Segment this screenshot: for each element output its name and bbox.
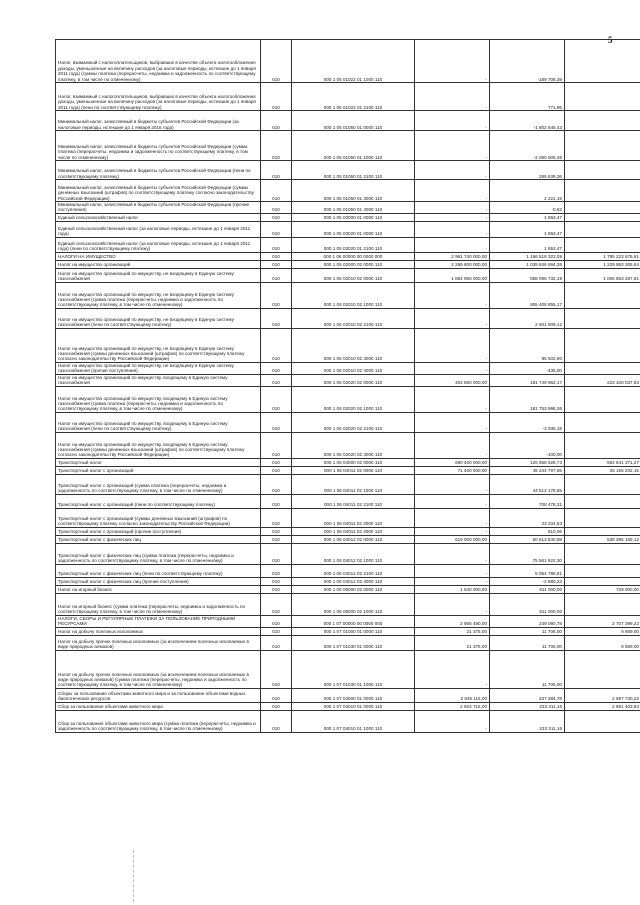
row-line-code: 010 bbox=[261, 213, 292, 221]
row-approved-plan: - bbox=[415, 282, 490, 308]
table-row bbox=[56, 260, 640, 268]
row-name: Минимальный налог, зачисляемый в бюджеты субъектов Российской Федерации (пени по соответствующему платежу) bbox=[56, 161, 261, 180]
row-budget-code: 000 1 05 03020 01 0000 110 bbox=[292, 221, 415, 237]
row-approved-plan: 1 864 950 000,00 bbox=[415, 268, 490, 282]
table-row bbox=[56, 627, 640, 635]
row-budget-code: 000 1 06 02010 02 1000 110 bbox=[292, 282, 415, 308]
row-unexecuted bbox=[565, 362, 640, 374]
row-executed: 771,95 bbox=[490, 83, 565, 111]
row-budget-code: 000 1 06 04012 02 1000 110 bbox=[292, 543, 415, 564]
row-budget-code: 000 1 07 04010 01 1000 110 bbox=[292, 710, 415, 732]
table-row bbox=[56, 564, 640, 577]
table-row bbox=[56, 466, 640, 474]
row-line-code: 010 bbox=[261, 237, 292, 252]
row-unexecuted bbox=[565, 83, 640, 111]
row-unexecuted bbox=[565, 282, 640, 308]
row-executed: 1 653,47 bbox=[490, 237, 565, 252]
table-row bbox=[56, 202, 640, 214]
table-row bbox=[56, 615, 640, 627]
row-unexecuted bbox=[565, 593, 640, 615]
row-executed: 2 601 809,12 bbox=[490, 308, 565, 328]
row-unexecuted: 223 100 037,83 bbox=[565, 374, 640, 386]
row-line-code: 010 bbox=[261, 688, 292, 702]
row-approved-plan: 404 850 000,00 bbox=[415, 374, 490, 386]
table-row bbox=[56, 213, 640, 221]
row-budget-code: 000 1 05 01050 01 2100 110 bbox=[292, 161, 415, 180]
row-executed: 1 166 516 323,09 bbox=[490, 252, 565, 260]
row-unexecuted bbox=[565, 650, 640, 688]
row-unexecuted: 538 386 169,12 bbox=[565, 535, 640, 543]
row-line-code: 010 bbox=[261, 282, 292, 308]
table-row bbox=[56, 508, 640, 527]
row-line-code: 010 bbox=[261, 432, 292, 458]
row-executed: 125 858 628,73 bbox=[490, 458, 565, 466]
row-unexecuted bbox=[565, 710, 640, 732]
row-line-code: 010 bbox=[261, 412, 292, 432]
row-executed: 45 244 797,85 bbox=[490, 466, 565, 474]
row-unexecuted bbox=[565, 180, 640, 202]
row-budget-code: 000 1 06 04011 02 3000 110 bbox=[292, 508, 415, 527]
row-approved-plan: 21 375,00 bbox=[415, 635, 490, 650]
row-line-code: 010 bbox=[261, 458, 292, 466]
row-budget-code: 000 1 07 01030 01 0000 110 bbox=[292, 635, 415, 650]
table-row bbox=[56, 650, 640, 688]
row-name: Транспортный налог с физических лиц (прочие поступления) bbox=[56, 577, 261, 585]
row-name: Сборы за пользование объектами животного мира и за пользование объектами водных биологических ресурсов bbox=[56, 688, 261, 702]
row-budget-code: 000 1 06 02010 02 0000 110 bbox=[292, 268, 415, 282]
row-line-code: 010 bbox=[261, 260, 292, 268]
row-name: Налог на добычу прочих полезных ископаемых (за исключением полезных ископаемых в виде природных алмазов) (сумма платежа (перерасчеты, недоимка и задолженность по соответствующему платежу, в том числе по отмененному) bbox=[56, 650, 261, 688]
row-budget-code: 000 1 06 02010 02 2100 110 bbox=[292, 308, 415, 328]
row-budget-code: 000 1 06 04012 02 2100 110 bbox=[292, 564, 415, 577]
row-unexecuted: 2 691 403,84 bbox=[565, 702, 640, 710]
row-line-code: 010 bbox=[261, 202, 292, 214]
row-unexecuted bbox=[565, 564, 640, 577]
row-name: Единый сельскохозяйственный налог (за налоговые периоды, истекшие до 1 января 2011 года) (пени по соответствующему платежу) bbox=[56, 237, 261, 252]
row-budget-code: 000 1 05 01022 01 2100 110 bbox=[292, 83, 415, 111]
row-budget-code: 000 1 06 04011 02 1000 110 bbox=[292, 474, 415, 494]
row-approved-plan: - bbox=[415, 40, 490, 83]
row-unexecuted bbox=[565, 577, 640, 585]
row-executed: 86 502,90 bbox=[490, 328, 565, 362]
table-row bbox=[56, 577, 640, 585]
row-name: Транспортный налог с организаций (пени по соответствующему платежу) bbox=[56, 494, 261, 508]
row-budget-code: 000 1 06 04012 02 0000 110 bbox=[292, 535, 415, 543]
row-name: Налог на имущество организаций по имуществу, не входящему в Единую систему газоснабжения (сумма платежа (перерасчеты, недоимка и задолженность по соответствующему платежу, в том числе по отмененному) bbox=[56, 282, 261, 308]
row-approved-plan: - bbox=[415, 710, 490, 732]
row-approved-plan: - bbox=[415, 593, 490, 615]
row-executed: 181 753 998,36 bbox=[490, 386, 565, 412]
row-budget-code: 000 1 06 02020 02 2100 110 bbox=[292, 412, 415, 432]
scan-margin-mark bbox=[133, 850, 134, 902]
table-row bbox=[56, 374, 640, 386]
row-budget-code: 000 1 05 03020 01 2100 110 bbox=[292, 237, 415, 252]
row-unexecuted: 1 229 953 305,64 bbox=[565, 260, 640, 268]
row-name: Налог на имущество организаций по имуществу, не входящему в Единую систему газоснабжения (прочие поступления) bbox=[56, 362, 261, 374]
row-name: Минимальный налог, зачисляемый в бюджеты субъектов Российской Федерации (сумма платежа (перерасчеты, недоимка и задолженность по соответствующему платежу, в том числе по отмененному) bbox=[56, 131, 261, 161]
row-unexecuted: 1 006 853 267,81 bbox=[565, 268, 640, 282]
row-approved-plan: 2 924 715,00 bbox=[415, 702, 490, 710]
row-unexecuted bbox=[565, 237, 640, 252]
row-executed: -100,00 bbox=[490, 432, 565, 458]
row-executed: 233 311,16 bbox=[490, 710, 565, 732]
row-name: Налог на имущество организаций по имуществу, входящему в Единую систему газоснабжения (суммы денежных взысканий (штрафов) по соответствующему платежу согласно законодательству Российской Федерации) bbox=[56, 432, 261, 458]
row-unexecuted: 26 155 202,15 bbox=[565, 466, 640, 474]
row-executed: 181 749 962,17 bbox=[490, 374, 565, 386]
row-approved-plan: - bbox=[415, 564, 490, 577]
row-budget-code: 000 1 05 01022 01 1000 110 bbox=[292, 40, 415, 83]
row-unexecuted bbox=[565, 508, 640, 527]
row-executed: -1 802 645,43 bbox=[490, 111, 565, 131]
row-executed: 5 054 788,81 bbox=[490, 564, 565, 577]
table-row bbox=[56, 412, 640, 432]
row-executed: 1 653,47 bbox=[490, 213, 565, 221]
row-line-code: 010 bbox=[261, 221, 292, 237]
row-executed: 237 384,78 bbox=[490, 688, 565, 702]
row-unexecuted bbox=[565, 543, 640, 564]
row-line-code: 010 bbox=[261, 585, 292, 593]
row-line-code: 010 bbox=[261, 577, 292, 585]
row-executed: 810,06 bbox=[490, 527, 565, 535]
table-row bbox=[56, 535, 640, 543]
row-name: Налог на имущество организаций bbox=[56, 260, 261, 268]
row-name: Налог на игорный бизнес bbox=[56, 585, 261, 593]
row-line-code: 010 bbox=[261, 635, 292, 650]
table-row bbox=[56, 543, 640, 564]
row-line-code: 010 bbox=[261, 386, 292, 412]
row-line-code: 010 bbox=[261, 564, 292, 577]
table-row bbox=[56, 328, 640, 362]
row-budget-code: 000 1 06 02010 02 3000 110 bbox=[292, 328, 415, 362]
row-approved-plan: 690 400 000,00 bbox=[415, 458, 490, 466]
row-approved-plan: - bbox=[415, 386, 490, 412]
row-unexecuted: 1 795 223 676,91 bbox=[565, 252, 640, 260]
row-unexecuted: 2 697 730,22 bbox=[565, 688, 640, 702]
row-approved-plan: - bbox=[415, 650, 490, 688]
row-name: Налог на имущество организаций по имуществу, не входящему в Единую систему газоснабжения (пени по соответствующему платежу) bbox=[56, 308, 261, 328]
row-executed: -2 090 505,36 bbox=[490, 131, 565, 161]
row-approved-plan: - bbox=[415, 180, 490, 202]
row-budget-code: 000 1 06 02000 02 0000 110 bbox=[292, 260, 415, 268]
row-unexecuted bbox=[565, 213, 640, 221]
row-executed: 249 090,78 bbox=[490, 615, 565, 627]
table-row bbox=[56, 432, 640, 458]
row-budget-code: 000 1 07 04010 01 0000 110 bbox=[292, 702, 415, 710]
table-row bbox=[56, 252, 640, 260]
row-approved-plan: - bbox=[415, 131, 490, 161]
row-approved-plan: 71 400 000,00 bbox=[415, 466, 490, 474]
row-name: Сбор за пользование объектами животного мира (сумма платежа (перерасчеты, недоимка и задолженность по соответствующему платежу, в том числе по отмененному) bbox=[56, 710, 261, 732]
row-approved-plan: - bbox=[415, 83, 490, 111]
row-approved-plan: - bbox=[415, 111, 490, 131]
row-line-code: 010 bbox=[261, 111, 292, 131]
row-approved-plan: - bbox=[415, 328, 490, 362]
table-row bbox=[56, 180, 640, 202]
row-executed: 811 000,00 bbox=[490, 585, 565, 593]
row-executed: 858 096 732,19 bbox=[490, 268, 565, 282]
row-name: Транспортный налог с физических лиц (сумма платежа (перерасчеты, недоимка и задолженность по соответствующему платежу, в том числе по отмененному) bbox=[56, 543, 261, 564]
row-executed: 80 613 830,88 bbox=[490, 535, 565, 543]
row-name: Транспортный налог bbox=[56, 458, 261, 466]
row-unexecuted bbox=[565, 386, 640, 412]
table-row bbox=[56, 83, 640, 111]
row-budget-code: 000 1 07 01000 01 0000 110 bbox=[292, 627, 415, 635]
row-unexecuted: 9 669,00 bbox=[565, 627, 640, 635]
row-name: Налог, взимаемый с налогоплательщиков, выбравших в качестве объекта налогообложения доходы, уменьшенные на величину расходов (за налоговые периоды, истекшие до 1 января 2011 года) (пени по соответствующему платежу) bbox=[56, 83, 261, 111]
row-line-code: 010 bbox=[261, 535, 292, 543]
row-name: Налог на имущество организаций по имуществу, не входящему в Единую систему газоснабжения (суммы денежных взысканий (штрафов) по соответствующему платежу согласно законодательству Российской Федерации) bbox=[56, 328, 261, 362]
row-approved-plan: - bbox=[415, 161, 490, 180]
row-unexecuted bbox=[565, 131, 640, 161]
row-approved-plan: - bbox=[415, 221, 490, 237]
row-line-code: 010 bbox=[261, 268, 292, 282]
table-row bbox=[56, 268, 640, 282]
table-row bbox=[56, 40, 640, 83]
row-unexecuted bbox=[565, 202, 640, 214]
row-approved-plan: - bbox=[415, 543, 490, 564]
row-executed: 233 311,16 bbox=[490, 702, 565, 710]
row-budget-code: 000 1 06 05000 02 0000 110 bbox=[292, 585, 415, 593]
row-line-code: 010 bbox=[261, 650, 292, 688]
row-approved-plan: - bbox=[415, 527, 490, 535]
row-approved-plan: - bbox=[415, 412, 490, 432]
row-budget-code: 000 1 06 04012 02 4000 110 bbox=[292, 577, 415, 585]
row-unexecuted: 729 000,00 bbox=[565, 585, 640, 593]
row-executed: 708 478,31 bbox=[490, 494, 565, 508]
row-approved-plan: - bbox=[415, 237, 490, 252]
revenue-report-table bbox=[55, 39, 640, 733]
row-line-code: 010 bbox=[261, 131, 292, 161]
row-line-code: 010 bbox=[261, 494, 292, 508]
row-line-code: 010 bbox=[261, 40, 292, 83]
row-name: Налог на имущество организаций по имуществу, входящему в Единую систему газоснабжения (пени по соответствующему платежу) bbox=[56, 412, 261, 432]
row-line-code: 010 bbox=[261, 83, 292, 111]
table-row bbox=[56, 458, 640, 466]
row-unexecuted bbox=[565, 412, 640, 432]
row-executed: -189 708,39 bbox=[490, 40, 565, 83]
row-budget-code: 000 1 06 02010 02 4000 110 bbox=[292, 362, 415, 374]
row-name: Налог на имущество организаций по имуществу, входящему в Единую систему газоснабжения bbox=[56, 374, 261, 386]
row-line-code: 010 bbox=[261, 180, 292, 202]
row-line-code: 010 bbox=[261, 543, 292, 564]
row-name: Налог на имущество организаций по имуществу, входящему в Единую систему газоснабжения (сумма платежа (перерасчеты, недоимка и задолженность по соответствующему платежу, в том числе по отмененному) bbox=[56, 386, 261, 412]
row-executed: 855 408 855,17 bbox=[490, 282, 565, 308]
row-executed: -2 880,23 bbox=[490, 577, 565, 585]
row-unexecuted: 564 541 371,27 bbox=[565, 458, 640, 466]
row-approved-plan: 2 961 740 000,00 bbox=[415, 252, 490, 260]
row-name: Транспортный налог с физических лиц (пени по соответствующему платежу) bbox=[56, 564, 261, 577]
row-name: Налог на имущество организаций по имуществу, не входящему в Единую систему газоснабжения bbox=[56, 268, 261, 282]
row-line-code: 010 bbox=[261, 308, 292, 328]
row-approved-plan: 2 935 115,00 bbox=[415, 688, 490, 702]
row-unexecuted bbox=[565, 432, 640, 458]
row-approved-plan: - bbox=[415, 474, 490, 494]
row-approved-plan: - bbox=[415, 202, 490, 214]
table-row bbox=[56, 494, 640, 508]
row-executed: 285 639,36 bbox=[490, 161, 565, 180]
row-approved-plan: 619 000 000,00 bbox=[415, 535, 490, 543]
row-name: Транспортный налог с организаций (суммы денежных взысканий (штрафов) по соответствующему платежу согласно законодательству Российской Федерации) bbox=[56, 508, 261, 527]
table-row bbox=[56, 474, 640, 494]
row-approved-plan: - bbox=[415, 508, 490, 527]
row-line-code: 010 bbox=[261, 710, 292, 732]
row-executed: -435,00 bbox=[490, 362, 565, 374]
row-executed: -3 936,19 bbox=[490, 412, 565, 432]
table-row bbox=[56, 688, 640, 702]
row-budget-code: 000 1 05 01050 01 0000 110 bbox=[292, 111, 415, 131]
table-row bbox=[56, 111, 640, 131]
row-name: Минимальный налог, зачисляемый в бюджеты субъектов Российской Федерации (за налоговые периоды, истекшие до 1 января 2016 года) bbox=[56, 111, 261, 131]
table-row bbox=[56, 527, 640, 535]
row-budget-code: 000 1 05 03000 01 0000 110 bbox=[292, 213, 415, 221]
row-name: Минимальный налог, зачисляемый в бюджеты субъектов Российской Федерации (прочие поступления) bbox=[56, 202, 261, 214]
row-name: Сбор за пользование объектами животного мира bbox=[56, 702, 261, 710]
row-budget-code: 000 1 06 04011 02 2100 110 bbox=[292, 494, 415, 508]
table-row bbox=[56, 362, 640, 374]
row-name: Транспортный налог с физических лиц bbox=[56, 535, 261, 543]
report-table-body bbox=[56, 40, 640, 733]
row-line-code: 010 bbox=[261, 593, 292, 615]
row-unexecuted bbox=[565, 328, 640, 362]
row-name: НАЛОГИ НА ИМУЩЕСТВО bbox=[56, 252, 261, 260]
row-line-code: 010 bbox=[261, 527, 292, 535]
table-row bbox=[56, 386, 640, 412]
row-unexecuted bbox=[565, 40, 640, 83]
row-name: Налог, взимаемый с налогоплательщиков, выбравших в качестве объекта налогообложения доходы, уменьшенные на величину расходов (за налоговые периоды, истекшие до 1 января 2011 года) (суммы платежа (перерасчеты, недоимка и задолженность по соответствующему платежу, в том числе по отмененному) bbox=[56, 40, 261, 83]
row-executed: 11 706,00 bbox=[490, 627, 565, 635]
row-approved-plan: - bbox=[415, 432, 490, 458]
row-line-code: 010 bbox=[261, 615, 292, 627]
table-row bbox=[56, 221, 640, 237]
row-approved-plan: - bbox=[415, 362, 490, 374]
row-approved-plan: - bbox=[415, 213, 490, 221]
row-line-code: 010 bbox=[261, 328, 292, 362]
row-approved-plan: - bbox=[415, 494, 490, 508]
table-row bbox=[56, 282, 640, 308]
row-budget-code: 000 1 06 04000 02 0000 110 bbox=[292, 458, 415, 466]
row-approved-plan: - bbox=[415, 308, 490, 328]
row-budget-code: 000 1 06 04011 02 0000 110 bbox=[292, 466, 415, 474]
row-line-code: 010 bbox=[261, 252, 292, 260]
row-unexecuted: 2 707 399,22 bbox=[565, 615, 640, 627]
row-budget-code: 000 1 05 01050 01 4000 110 bbox=[292, 202, 415, 214]
row-unexecuted bbox=[565, 111, 640, 131]
row-name: Налог на добычу полезных ископаемых bbox=[56, 627, 261, 635]
row-executed: 1 039 846 694,36 bbox=[490, 260, 565, 268]
row-budget-code: 000 1 06 05000 02 1000 110 bbox=[292, 593, 415, 615]
row-executed: -0,62 bbox=[490, 202, 565, 214]
row-name: Единый сельскохозяйственный налог (за налоговые периоды, истекшие до 1 января 2011 года) bbox=[56, 221, 261, 237]
row-unexecuted: 9 669,00 bbox=[565, 635, 640, 650]
row-executed: 75 561 922,30 bbox=[490, 543, 565, 564]
row-approved-plan: 1 540 000,00 bbox=[415, 585, 490, 593]
row-approved-plan: 21 375,00 bbox=[415, 627, 490, 635]
row-unexecuted bbox=[565, 527, 640, 535]
table-row bbox=[56, 710, 640, 732]
row-name: Единый сельскохозяйственный налог bbox=[56, 213, 261, 221]
row-line-code: 010 bbox=[261, 474, 292, 494]
table-row bbox=[56, 702, 640, 710]
row-unexecuted bbox=[565, 308, 640, 328]
row-name: Налог на добычу прочих полезных ископаемых (за исключением полезных ископаемых в виде природных алмазов) bbox=[56, 635, 261, 650]
row-name: Транспортный налог с организаций (сумма платежа (перерасчеты, недоимка и задолженность по соответствующему платежу, в том числе по отмененному) bbox=[56, 474, 261, 494]
row-executed: 11 706,00 bbox=[490, 650, 565, 688]
table-row bbox=[56, 585, 640, 593]
row-approved-plan: 2 956 490,00 bbox=[415, 615, 490, 627]
row-approved-plan: 2 269 800 000,00 bbox=[415, 260, 490, 268]
row-executed: 1 653,47 bbox=[490, 221, 565, 237]
row-budget-code: 000 1 06 00000 00 0000 000 bbox=[292, 252, 415, 260]
page-number: 5 bbox=[608, 35, 613, 45]
row-executed: 11 706,00 bbox=[490, 635, 565, 650]
table-row bbox=[56, 635, 640, 650]
row-line-code: 010 bbox=[261, 161, 292, 180]
row-name: Транспортный налог с организаций (прочие поступления) bbox=[56, 527, 261, 535]
row-executed: 23 334,83 bbox=[490, 508, 565, 527]
table-row bbox=[56, 308, 640, 328]
row-budget-code: 000 1 05 01050 01 1000 110 bbox=[292, 131, 415, 161]
table-row bbox=[56, 593, 640, 615]
row-approved-plan: - bbox=[415, 577, 490, 585]
row-line-code: 010 bbox=[261, 508, 292, 527]
row-line-code: 010 bbox=[261, 702, 292, 710]
row-executed: 811 000,00 bbox=[490, 593, 565, 615]
row-name: НАЛОГИ, СБОРЫ И РЕГУЛЯРНЫЕ ПЛАТЕЖИ ЗА ПОЛЬЗОВАНИЕ ПРИРОДНЫМИ РЕСУРСАМИ bbox=[56, 615, 261, 627]
row-executed: 44 512 178,65 bbox=[490, 474, 565, 494]
row-unexecuted bbox=[565, 474, 640, 494]
row-budget-code: 000 1 06 02020 02 1000 110 bbox=[292, 386, 415, 412]
row-unexecuted bbox=[565, 221, 640, 237]
row-line-code: 010 bbox=[261, 374, 292, 386]
row-line-code: 010 bbox=[261, 466, 292, 474]
row-executed: 2 221,19 bbox=[490, 180, 565, 202]
row-budget-code: 000 1 05 01050 01 3000 110 bbox=[292, 180, 415, 202]
row-name: Минимальный налог, зачисляемый в бюджеты субъектов Российской Федерации (суммы денежных взысканий (штрафов) по соответствующему платежу согласно законодательству Российской Федерации) bbox=[56, 180, 261, 202]
row-budget-code: 000 1 06 02020 02 3000 110 bbox=[292, 432, 415, 458]
row-budget-code: 000 1 07 00000 00 0000 000 bbox=[292, 615, 415, 627]
row-line-code: 010 bbox=[261, 627, 292, 635]
row-budget-code: 000 1 07 01030 01 1000 110 bbox=[292, 650, 415, 688]
row-budget-code: 000 1 07 04000 01 0000 110 bbox=[292, 688, 415, 702]
table-row bbox=[56, 131, 640, 161]
row-name: Налог на игорный бизнес (сумма платежа (перерасчеты, недоимка и задолженность по соответствующему платежу, в том числе по отмененному) bbox=[56, 593, 261, 615]
table-row bbox=[56, 161, 640, 180]
row-budget-code: 000 1 06 02020 02 0000 110 bbox=[292, 374, 415, 386]
row-budget-code: 000 1 06 04011 02 4000 110 bbox=[292, 527, 415, 535]
table-row bbox=[56, 237, 640, 252]
row-unexecuted bbox=[565, 161, 640, 180]
row-unexecuted bbox=[565, 494, 640, 508]
row-name: Транспортный налог с организаций bbox=[56, 466, 261, 474]
row-line-code: 010 bbox=[261, 362, 292, 374]
